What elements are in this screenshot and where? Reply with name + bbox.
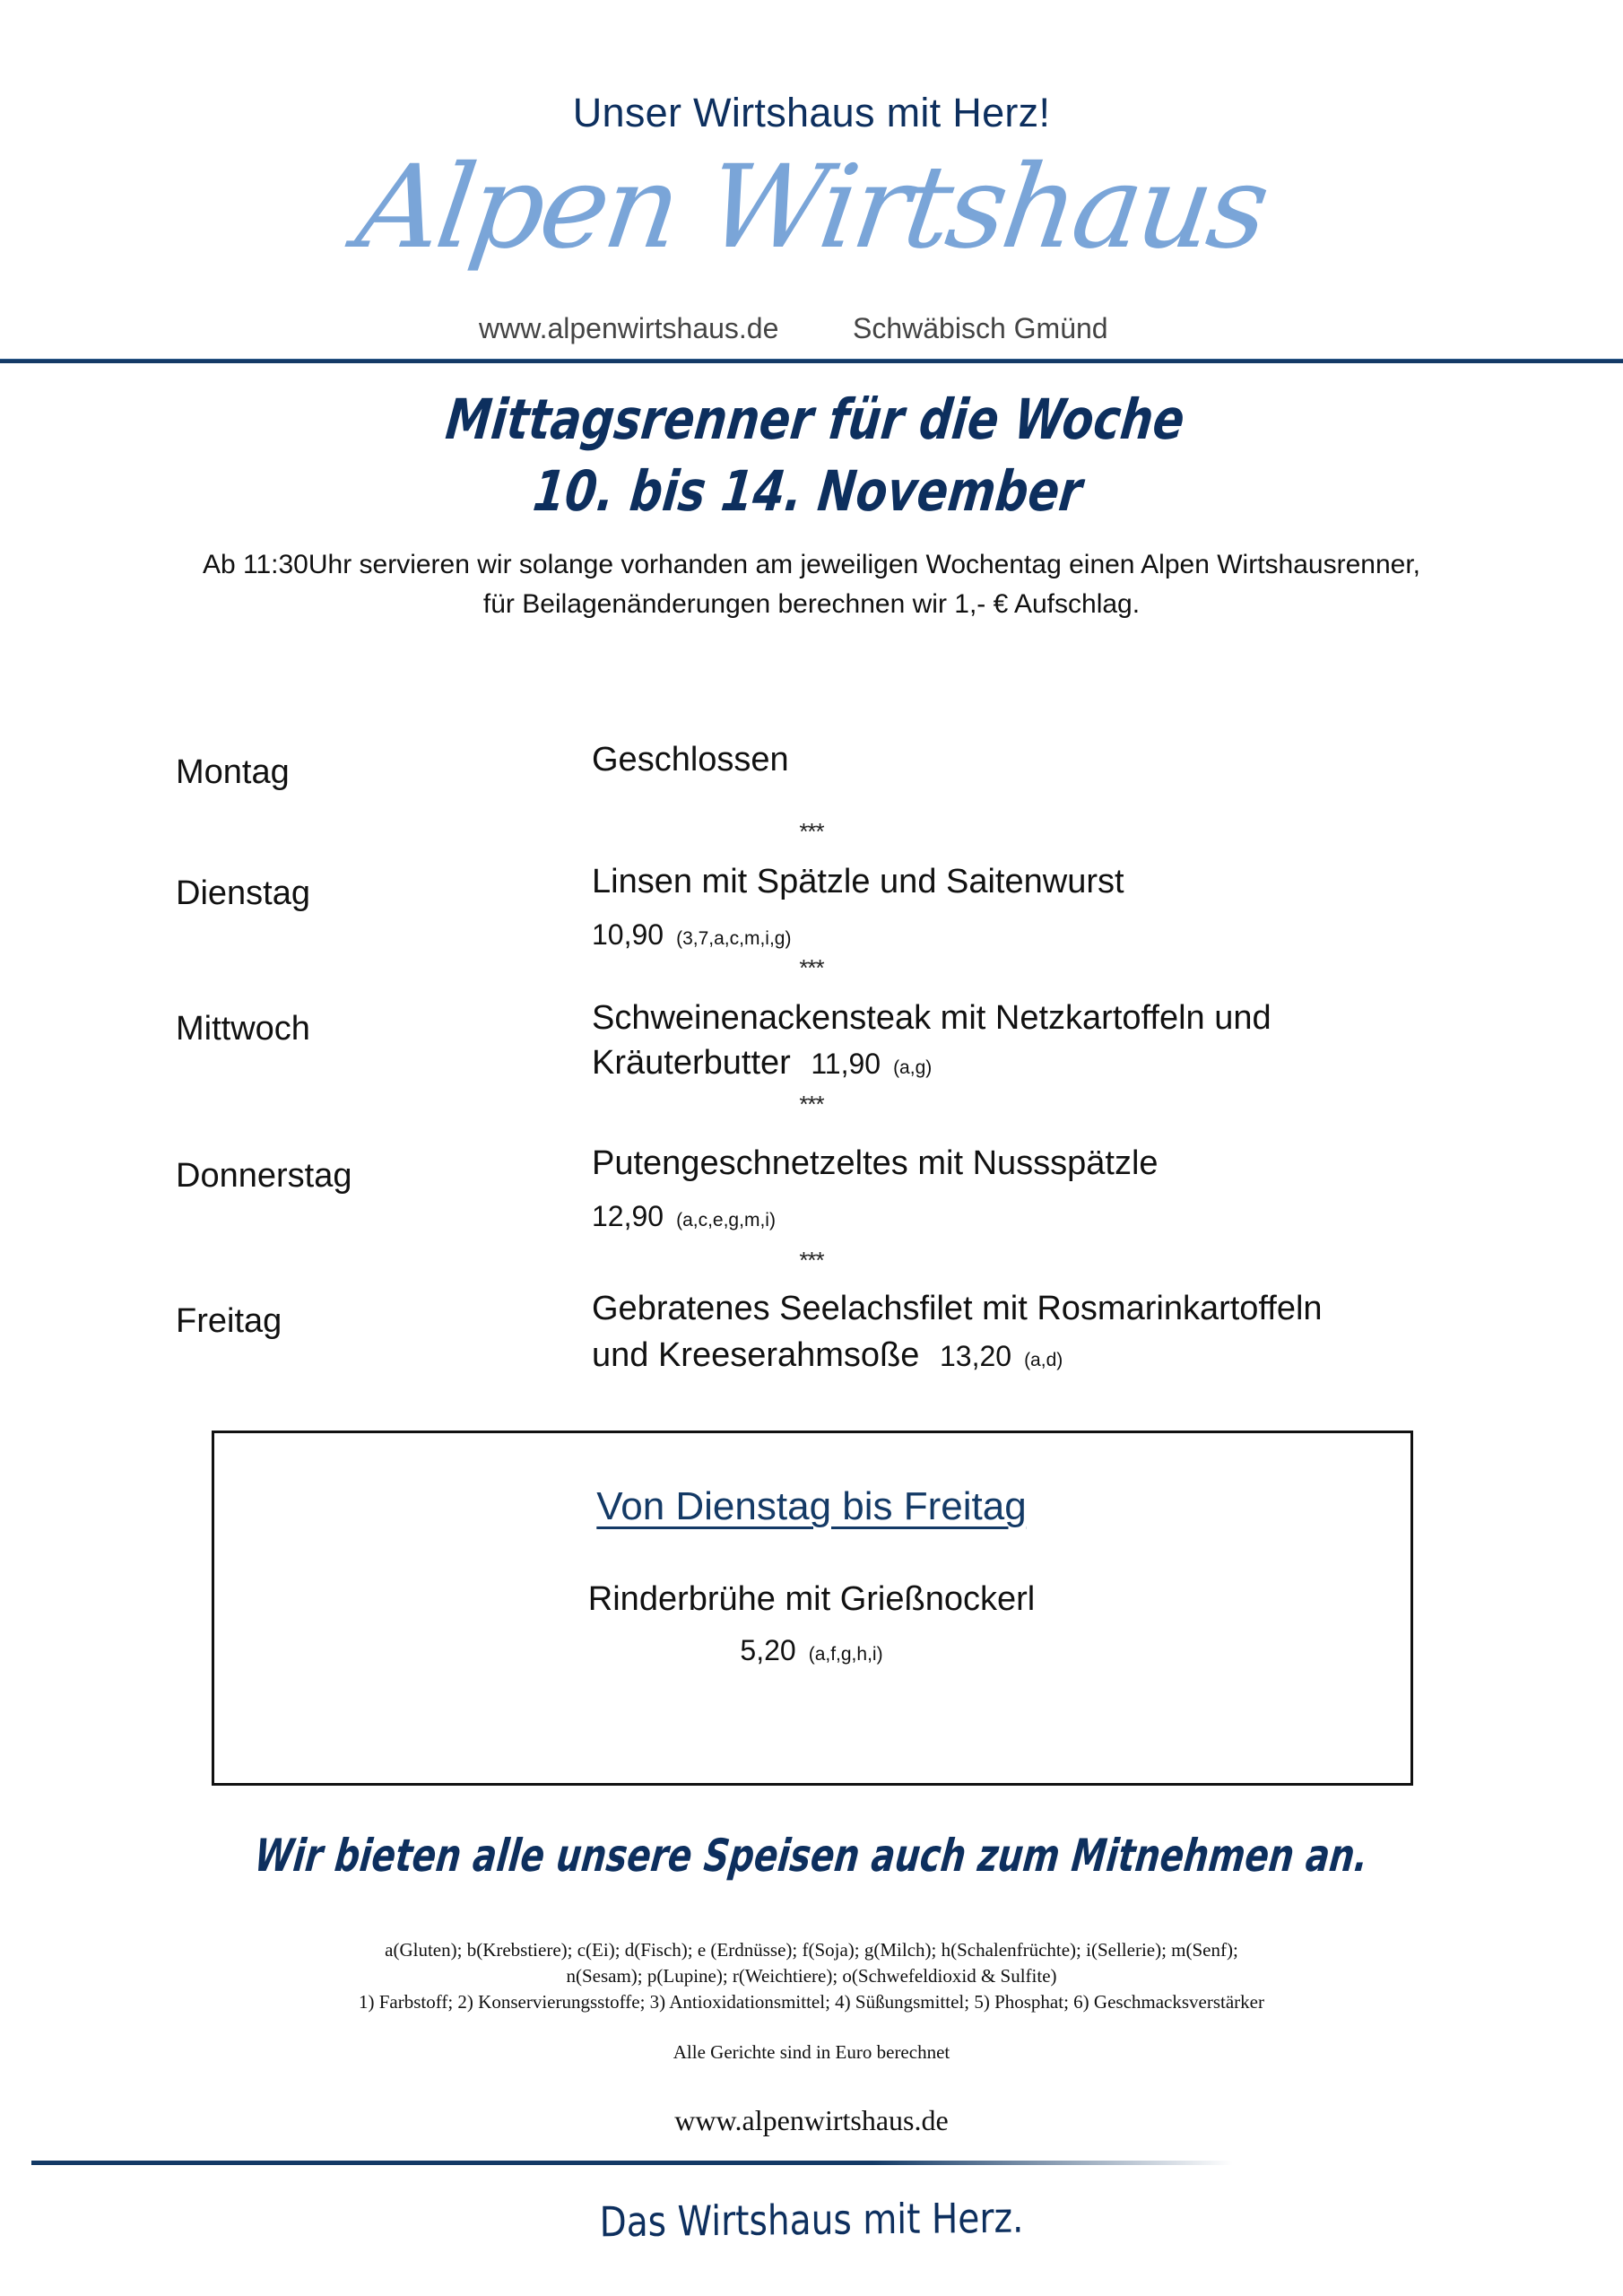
title-line-1: Mittagsrenner für die Woche xyxy=(442,387,1188,452)
dish-freitag-line1: Gebratenes Seelachsfilet mit Rosmarinkartoffeln xyxy=(592,1290,1323,1327)
day-label-donnerstag: Donnerstag xyxy=(176,1157,352,1195)
title-line-2: 10. bis 14. November xyxy=(530,458,1086,524)
day-label-mittwoch: Mittwoch xyxy=(176,1010,310,1048)
legend-line-1: a(Gluten); b(Krebstiere); c(Ei); d(Fisch); e (Erdnüsse); f(Soja); g(Milch); h(Schalenfrüchte); i(Sellerie); m(Senf); xyxy=(385,1939,1238,1961)
price-row-donnerstag xyxy=(592,1196,776,1235)
separator: *** xyxy=(799,1247,824,1274)
price-mittwoch: 11,90 xyxy=(811,1048,881,1080)
special-dish: Rinderbrühe mit Grießnockerl xyxy=(587,1580,1036,1618)
euro-note: Alle Gerichte sind in Euro berechnet xyxy=(673,2041,950,2063)
allergens-donnerstag: (a,c,e,g,m,i) xyxy=(676,1210,776,1231)
footer-slogan: Das Wirtshaus mit Herz. xyxy=(599,2193,1024,2247)
allergens-dienstag: (3,7,a,c,m,i,g) xyxy=(676,928,792,949)
dish-donnerstag: Putengeschnetzeltes mit Nussspätzle xyxy=(592,1144,1159,1182)
header-divider xyxy=(0,359,1623,363)
intro-line-2: für Beilagenänderungen berechnen wir 1,- € Aufschlag. xyxy=(482,589,1141,619)
footer-divider xyxy=(31,2161,1233,2165)
dish-montag: Geschlossen xyxy=(592,741,789,778)
dish-mittwoch-line2-text: Kräuterbutter xyxy=(592,1044,791,1082)
special-allergens: (a,f,g,h,i) xyxy=(808,1644,883,1665)
header-city: Schwäbisch Gmünd xyxy=(853,312,1108,344)
page-title xyxy=(138,384,1484,527)
intro-line-1: Ab 11:30Uhr servieren wir solange vorhanden am jeweiligen Wochentag einen Alpen Wirtshausrenner, xyxy=(202,550,1420,579)
special-price-row xyxy=(0,1634,1623,1667)
price-dienstag: 10,90 xyxy=(592,918,664,951)
intro-text xyxy=(0,545,1623,624)
allergens-freitag: (a,d) xyxy=(1024,1350,1063,1370)
price-freitag: 13,20 xyxy=(939,1340,1012,1372)
day-label-montag: Montag xyxy=(176,753,290,791)
allergen-legend xyxy=(0,1937,1623,2015)
day-label-freitag: Freitag xyxy=(176,1302,282,1340)
header-website: www.alpenwirtshaus.de xyxy=(479,312,779,344)
dish-freitag-line2 xyxy=(592,1336,1063,1375)
legend-line-2: n(Sesam); p(Lupine); r(Weichtiere); o(Schwefeldioxid & Sulfite) xyxy=(566,1965,1057,1987)
special-box-title: Von Dienstag bis Freitag xyxy=(596,1484,1027,1528)
legend-line-3: 1) Farbstoff; 2) Konservierungsstoffe; 3) Antioxidationsmittel; 4) Süßungsmittel; 5) Phosphat; 6) Geschmacksverstärker xyxy=(359,1991,1264,2013)
allergens-mittwoch: (a,g) xyxy=(893,1057,933,1078)
dish-freitag-line2-text: und Kreeserahmsoße xyxy=(592,1336,920,1374)
footer-website-link[interactable]: www.alpenwirtshaus.de xyxy=(674,2104,949,2136)
takeaway-note: Wir bieten alle unsere Speisen auch zum Mitnehmen an. xyxy=(252,1830,1371,1882)
separator: *** xyxy=(799,818,824,845)
special-price: 5,20 xyxy=(740,1634,796,1666)
separator: *** xyxy=(799,954,824,981)
dish-dienstag: Linsen mit Spätzle und Saitenwurst xyxy=(592,863,1124,900)
dish-mittwoch-line1: Schweinenackensteak mit Netzkartoffeln und xyxy=(592,999,1271,1037)
price-donnerstag: 12,90 xyxy=(592,1200,664,1232)
day-label-dienstag: Dienstag xyxy=(176,874,310,912)
tagline: Unser Wirtshaus mit Herz! xyxy=(572,90,1051,135)
separator: *** xyxy=(799,1091,824,1118)
dish-mittwoch-line2 xyxy=(592,1044,932,1083)
logo: Alpen Wirtshaus xyxy=(349,141,1274,274)
price-row-dienstag xyxy=(592,915,791,953)
